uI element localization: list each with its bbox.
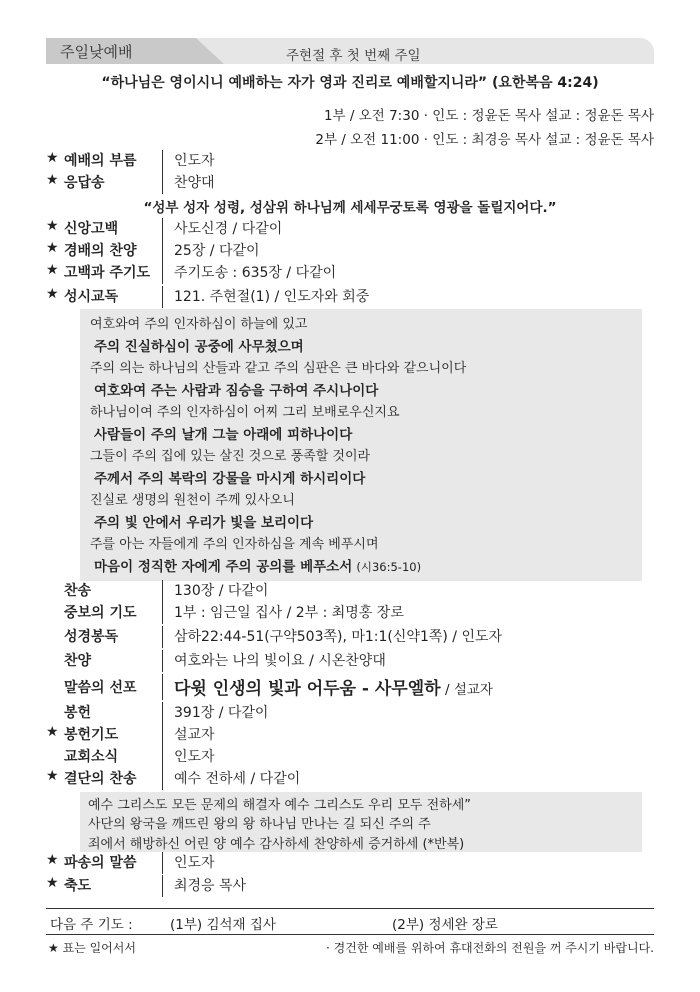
star-icon: ★ [46, 240, 59, 256]
order-row [46, 262, 656, 284]
order-row [46, 702, 656, 724]
theme-verse: “하나님은 영이시니 예배하는 자가 영과 진리로 예배할지니라” (요한복음 4:24) [101, 75, 599, 91]
reading-line: 사람들이 주의 날개 그늘 아래에 피하나이다 [94, 427, 353, 443]
stand-note: ★ 표는 일어서서 [48, 941, 136, 955]
reading-line: 주의 빛 안에서 우리가 빛을 보리이다 [94, 515, 314, 531]
order-row [46, 218, 656, 240]
hymn-line: 죄에서 해방하신 어린 양 예수 감사하세 찬양하세 증거하세 (*반복) [88, 837, 465, 852]
reading-reference: (시36:5-10) [356, 560, 422, 574]
sermon-row [46, 674, 656, 700]
reading-line: 주께서 주의 복락의 강물을 마시게 하시리이다 [94, 471, 366, 487]
order-label: 축도 [64, 878, 92, 894]
reading-line: 주의 진실하심이 공중에 사무쳤으며 [94, 339, 304, 355]
order-row [46, 580, 656, 602]
star-icon: ★ [46, 875, 59, 891]
divider [162, 626, 163, 648]
order-value: 여호와는 나의 빛이요 / 시온찬양대 [174, 653, 386, 669]
order-value: 130장 / 다같이 [174, 583, 269, 599]
sermon-suffix: / 설교자 [445, 682, 493, 698]
divider [162, 286, 163, 308]
star-icon: ★ [46, 768, 59, 784]
reading-line: 여호와여 주의 인자하심이 하늘에 있고 [90, 317, 308, 332]
order-value: 121. 주현절(1) / 인도자와 회중 [174, 289, 370, 305]
order-value: 삼하22:44-51(구약503쪽), 마1:1(신약1쪽) / 인도자 [174, 629, 503, 645]
divider [162, 240, 163, 262]
order-row [46, 626, 656, 648]
order-row [46, 286, 656, 308]
divider [162, 150, 163, 172]
star-icon: ★ [46, 724, 59, 740]
section-title: 주일낮예배 [60, 43, 133, 61]
divider [162, 702, 163, 724]
star-icon: ★ [46, 172, 59, 188]
star-icon: ★ [46, 852, 59, 868]
order-label: 성경봉독 [64, 629, 119, 645]
order-label: 봉헌 [64, 705, 92, 721]
order-label: 말씀의 선포 [64, 680, 137, 696]
order-row [46, 240, 656, 262]
order-label: 경배의 찬양 [64, 243, 137, 259]
divider [162, 875, 163, 897]
next-week-prayer-1: (1부) 김석재 집사 [170, 917, 276, 933]
order-row [46, 875, 656, 897]
order-label: 파송의 말씀 [64, 855, 137, 871]
star-icon: ★ [46, 150, 59, 166]
sermon-value [174, 674, 493, 699]
order-label: 응답송 [64, 175, 105, 191]
footer-top-rule [46, 908, 654, 909]
order-value: 최경응 목사 [174, 878, 247, 894]
order-label: 찬양 [64, 653, 92, 669]
order-row [46, 768, 656, 790]
order-value: 사도신경 / 다같이 [174, 221, 283, 237]
star-icon: ★ [46, 286, 59, 302]
star-icon: ★ [46, 218, 59, 234]
order-label: 신앙고백 [64, 221, 119, 237]
reading-text: 마음이 정직한 자에게 주의 공의를 베푸소서 [94, 559, 353, 575]
order-value: 주기도송 : 635장 / 다같이 [174, 265, 337, 281]
divider [162, 650, 163, 672]
reading-line: 진실로 생명의 원천이 주께 있사오니 [90, 493, 295, 508]
order-value: 25장 / 다같이 [174, 243, 260, 259]
reading-line: 하나님이여 주의 인자하심이 어찌 그리 보배로우신지요 [90, 405, 400, 420]
order-label: 교회소식 [64, 749, 119, 765]
divider [162, 172, 163, 194]
order-value: 1부 : 임근일 집사 / 2부 : 최명홍 장로 [174, 605, 404, 621]
order-value: 인도자 [174, 153, 215, 169]
divider [162, 724, 163, 746]
order-label: 예배의 부름 [64, 153, 137, 169]
order-label: 성시교독 [64, 289, 119, 305]
order-row [46, 150, 656, 172]
divider [162, 580, 163, 602]
next-week-prayer-2: (2부) 정세완 장로 [392, 917, 498, 933]
order-row [46, 602, 656, 624]
hymn-line: 예수 그리스도 모든 문제의 해결자 예수 그리스도 우리 모두 전하세” [88, 798, 471, 813]
order-value: 설교자 [174, 727, 215, 743]
divider [162, 852, 163, 874]
responsive-reading-box [80, 309, 642, 581]
order-value: 인도자 [174, 749, 215, 765]
order-label: 봉헌기도 [64, 727, 119, 743]
order-value: 인도자 [174, 855, 215, 871]
hymn-lyrics-box [80, 792, 642, 852]
order-row [46, 724, 656, 746]
sermon-title: 다윗 인생의 빛과 어두움 - 사무엘하 [174, 679, 441, 699]
order-value: 찬양대 [174, 175, 215, 191]
doxology: “성부 성자 성령, 성삼위 하나님께 세세무궁토록 영광을 돌릴지어다.” [143, 200, 557, 216]
reading-line: 그들이 주의 집에 있는 살진 것으로 풍족할 것이라 [90, 449, 371, 464]
service-line-2: 2부 / 오전 11:00 · 인도 : 최경응 목사 설교 : 정윤돈 목사 [315, 132, 654, 148]
section-subtitle: 주현절 후 첫 번째 주일 [286, 48, 421, 64]
divider [162, 674, 163, 700]
order-row [46, 852, 656, 874]
divider [162, 768, 163, 790]
service-line-1: 1부 / 오전 7:30 · 인도 : 정윤돈 목사 설교 : 정윤돈 목사 [323, 108, 654, 124]
section-tab-bar [46, 38, 654, 64]
footer-bottom-rule [46, 934, 654, 935]
reading-line: 여호와여 주는 사람과 짐승을 구하여 주시나이다 [94, 383, 379, 399]
reading-line [94, 555, 421, 575]
order-label: 결단의 찬송 [64, 771, 137, 787]
tab-right-shape [196, 38, 654, 64]
next-week-prayer-label: 다음 주 기도 : [50, 917, 133, 933]
order-row [46, 746, 656, 768]
divider [162, 746, 163, 768]
order-label: 찬송 [64, 583, 92, 599]
order-value: 391장 / 다같이 [174, 705, 269, 721]
star-icon: ★ [46, 262, 59, 278]
divider [162, 602, 163, 624]
reading-line: 주를 아는 자들에게 주의 인자하심을 계속 베푸시며 [90, 537, 379, 552]
order-row [46, 172, 656, 194]
order-row [46, 650, 656, 672]
hymn-line: 사단의 왕국을 깨뜨린 왕의 왕 하나님 만나는 길 되신 주의 주 [88, 817, 431, 832]
order-label: 고백과 주기도 [64, 265, 151, 281]
divider [162, 218, 163, 240]
reading-line: 주의 의는 하나님의 산들과 같고 주의 심판은 큰 바다와 같으니이다 [90, 361, 467, 376]
phone-note: · 경건한 예배를 위하여 휴대전화의 전원을 꺼 주시기 바랍니다. [326, 941, 654, 955]
order-label: 중보의 기도 [64, 605, 137, 621]
order-value: 예수 전하세 / 다같이 [174, 771, 301, 787]
divider [162, 262, 163, 284]
